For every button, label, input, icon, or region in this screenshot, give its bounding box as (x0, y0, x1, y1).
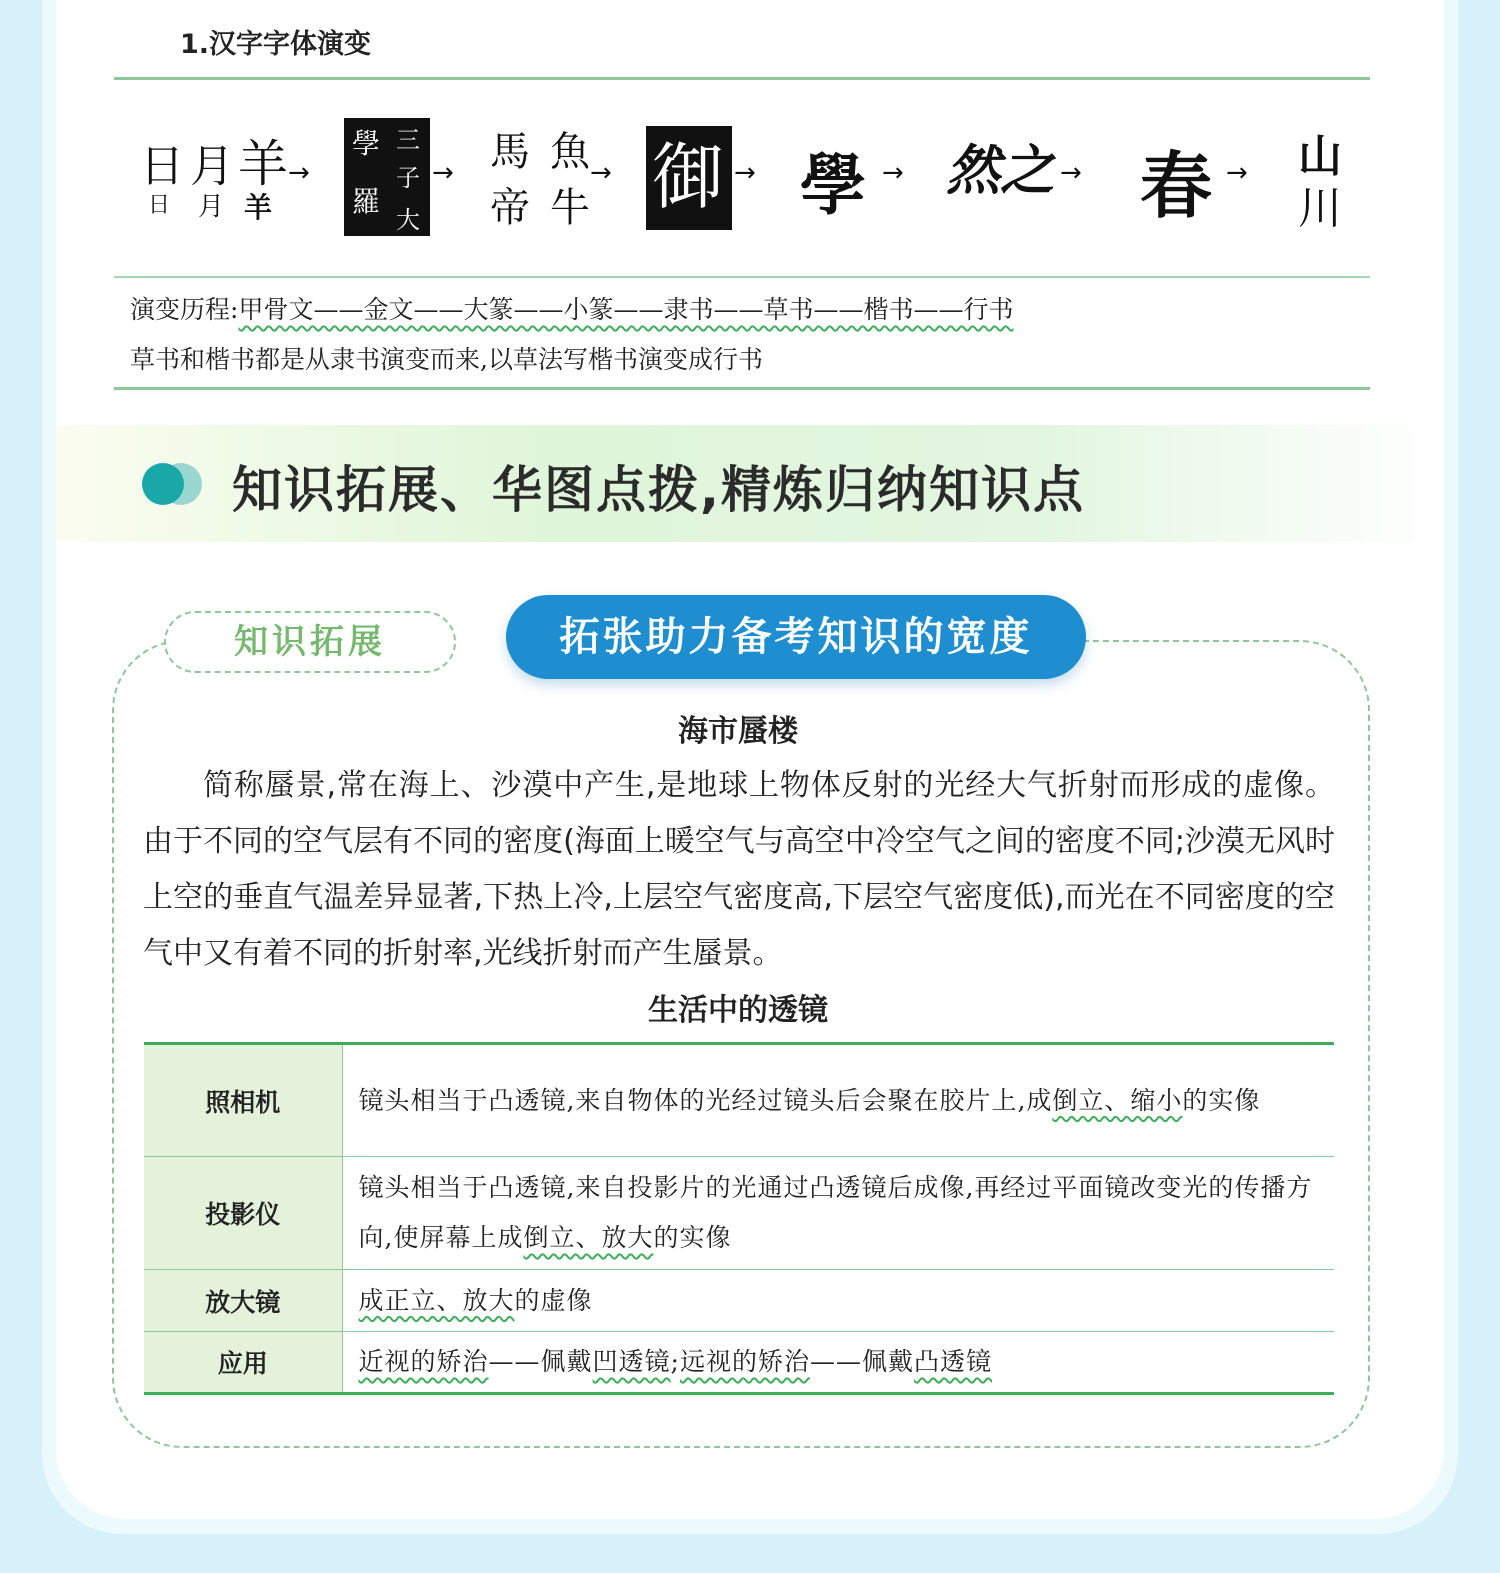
row-text-plain: ; (670, 1347, 680, 1376)
row-text-plain: ——佩戴 (810, 1347, 915, 1376)
oracle-caption-1: 日 (148, 193, 171, 218)
bronze-glyph-5: 羅 (352, 185, 381, 218)
oracle-glyph-1: 日 (140, 141, 184, 192)
seal-glyph-2: 魚 (550, 129, 590, 175)
row-text (342, 1044, 1334, 1157)
table-row (144, 1270, 1334, 1332)
mirage-paragraph (143, 758, 1335, 982)
row-text-underlined: 远视的矫治 (679, 1347, 810, 1376)
history-value: 甲骨文——金文——大篆——小篆——隶书——草书——楷书——行书 (238, 295, 1014, 324)
arrow-3: → (590, 158, 612, 188)
row-name: 放大镜 (144, 1270, 342, 1332)
bronze-glyph-1: 學 (352, 127, 381, 160)
connector-mask (456, 638, 508, 644)
row-name: 照相机 (144, 1044, 342, 1157)
running-glyph-2: 川 (1298, 183, 1342, 234)
lens-title: 生活中的透镜 (648, 993, 828, 1028)
lens-table (144, 1042, 1334, 1395)
arrow-2: → (432, 158, 454, 188)
bronze-glyph-4: 大 (396, 206, 420, 234)
mirage-title: 海市蜃楼 (678, 714, 798, 749)
oracle-glyph-2: 月 (190, 141, 234, 192)
row-text-a: 镜头相当于凸透镜,来自物体的光经过镜头后会聚在胶片上,成 (358, 1085, 1053, 1115)
row-text (342, 1332, 1334, 1394)
regular-glyph: 春 (1140, 143, 1213, 228)
section-title: 1.汉字字体演变 (180, 29, 372, 60)
row-name: 投影仪 (144, 1157, 342, 1270)
knowledge-pill: 拓张助力备考知识的宽度 (506, 595, 1086, 679)
cursive-glyph: 然之 (946, 138, 1054, 202)
mirage-text: 简称蜃景,常在海上、沙漠中产生,是地球上物体反射的光经大气折射而形成的虚像。 由于不同的空气层有不同的密度(海面上暖空气与高空中冷空气之间的密度不同;沙漠无风时上空的垂直气温差异显著,下热上冷,上层空气密度高,下层空气密度低),而光在不同密度的空气中又有着不同的折射率,光线折射而产生蜃景。 (143, 768, 1335, 971)
divider (114, 276, 1370, 278)
divider (114, 77, 1370, 80)
bronze-glyph-2: 三 (396, 126, 420, 154)
banner-title: 知识拓展、华图点拨,精炼归纳知识点 (232, 461, 1085, 519)
row-text (342, 1157, 1334, 1270)
bronze-rubbing (344, 118, 430, 236)
row-text-b: 的实像 (653, 1223, 732, 1252)
row-text-a: 镜头相当于凸透镜,来自投影片的光通过凸透镜后成像,再经过平面镜改变光的传播方向,使屏幕上成 (358, 1173, 1313, 1252)
knowledge-label: 知识拓展 (164, 611, 456, 673)
divider (114, 387, 1370, 390)
row-text-underlined: 凸透镜 (914, 1347, 993, 1376)
table-row (144, 1044, 1334, 1157)
row-text-underlined: 倒立、放大 (523, 1223, 654, 1252)
oracle-caption-3: 羊 (244, 191, 273, 224)
seal-glyph-3: 帝 (490, 185, 530, 231)
table-row (144, 1157, 1334, 1270)
small-seal-rubbing (646, 126, 732, 230)
arrow-6: → (1060, 158, 1082, 188)
oracle-glyph-3: 羊 (238, 135, 288, 193)
bronze-glyph-3: 子 (396, 164, 420, 192)
row-text-underlined: 凹透镜 (592, 1347, 671, 1376)
seal-glyph-4: 牛 (550, 185, 590, 231)
history-label: 演变历程: (130, 295, 239, 324)
row-text-b: 的虚像 (514, 1285, 593, 1315)
table-row (144, 1332, 1334, 1394)
arrow-7: → (1226, 158, 1248, 188)
row-text-underlined: 成正立、放大 (358, 1285, 515, 1315)
row-text-b: 的实像 (1182, 1085, 1261, 1115)
arrow-1: → (288, 158, 310, 188)
running-glyph-1: 山 (1298, 131, 1342, 182)
banner-dot-dark (142, 463, 184, 505)
evolution-strip (130, 108, 1360, 258)
oracle-caption-2: 月 (198, 192, 225, 222)
arrow-4: → (734, 158, 756, 188)
history-line (130, 290, 1013, 326)
seal-glyph-1: 馬 (490, 129, 530, 175)
row-text-plain: ——佩戴 (488, 1347, 593, 1376)
arrow-5: → (882, 158, 904, 188)
clerical-glyph: 學 (800, 146, 866, 224)
row-text (342, 1270, 1334, 1332)
small-seal-glyph: 御 (652, 135, 725, 219)
row-text-underlined: 倒立、缩小 (1052, 1085, 1183, 1115)
history-note: 草书和楷书都是从隶书演变而来,以草法写楷书演变成行书 (130, 345, 763, 374)
row-name: 应用 (144, 1332, 342, 1394)
row-text-underlined: 近视的矫治 (358, 1347, 489, 1376)
